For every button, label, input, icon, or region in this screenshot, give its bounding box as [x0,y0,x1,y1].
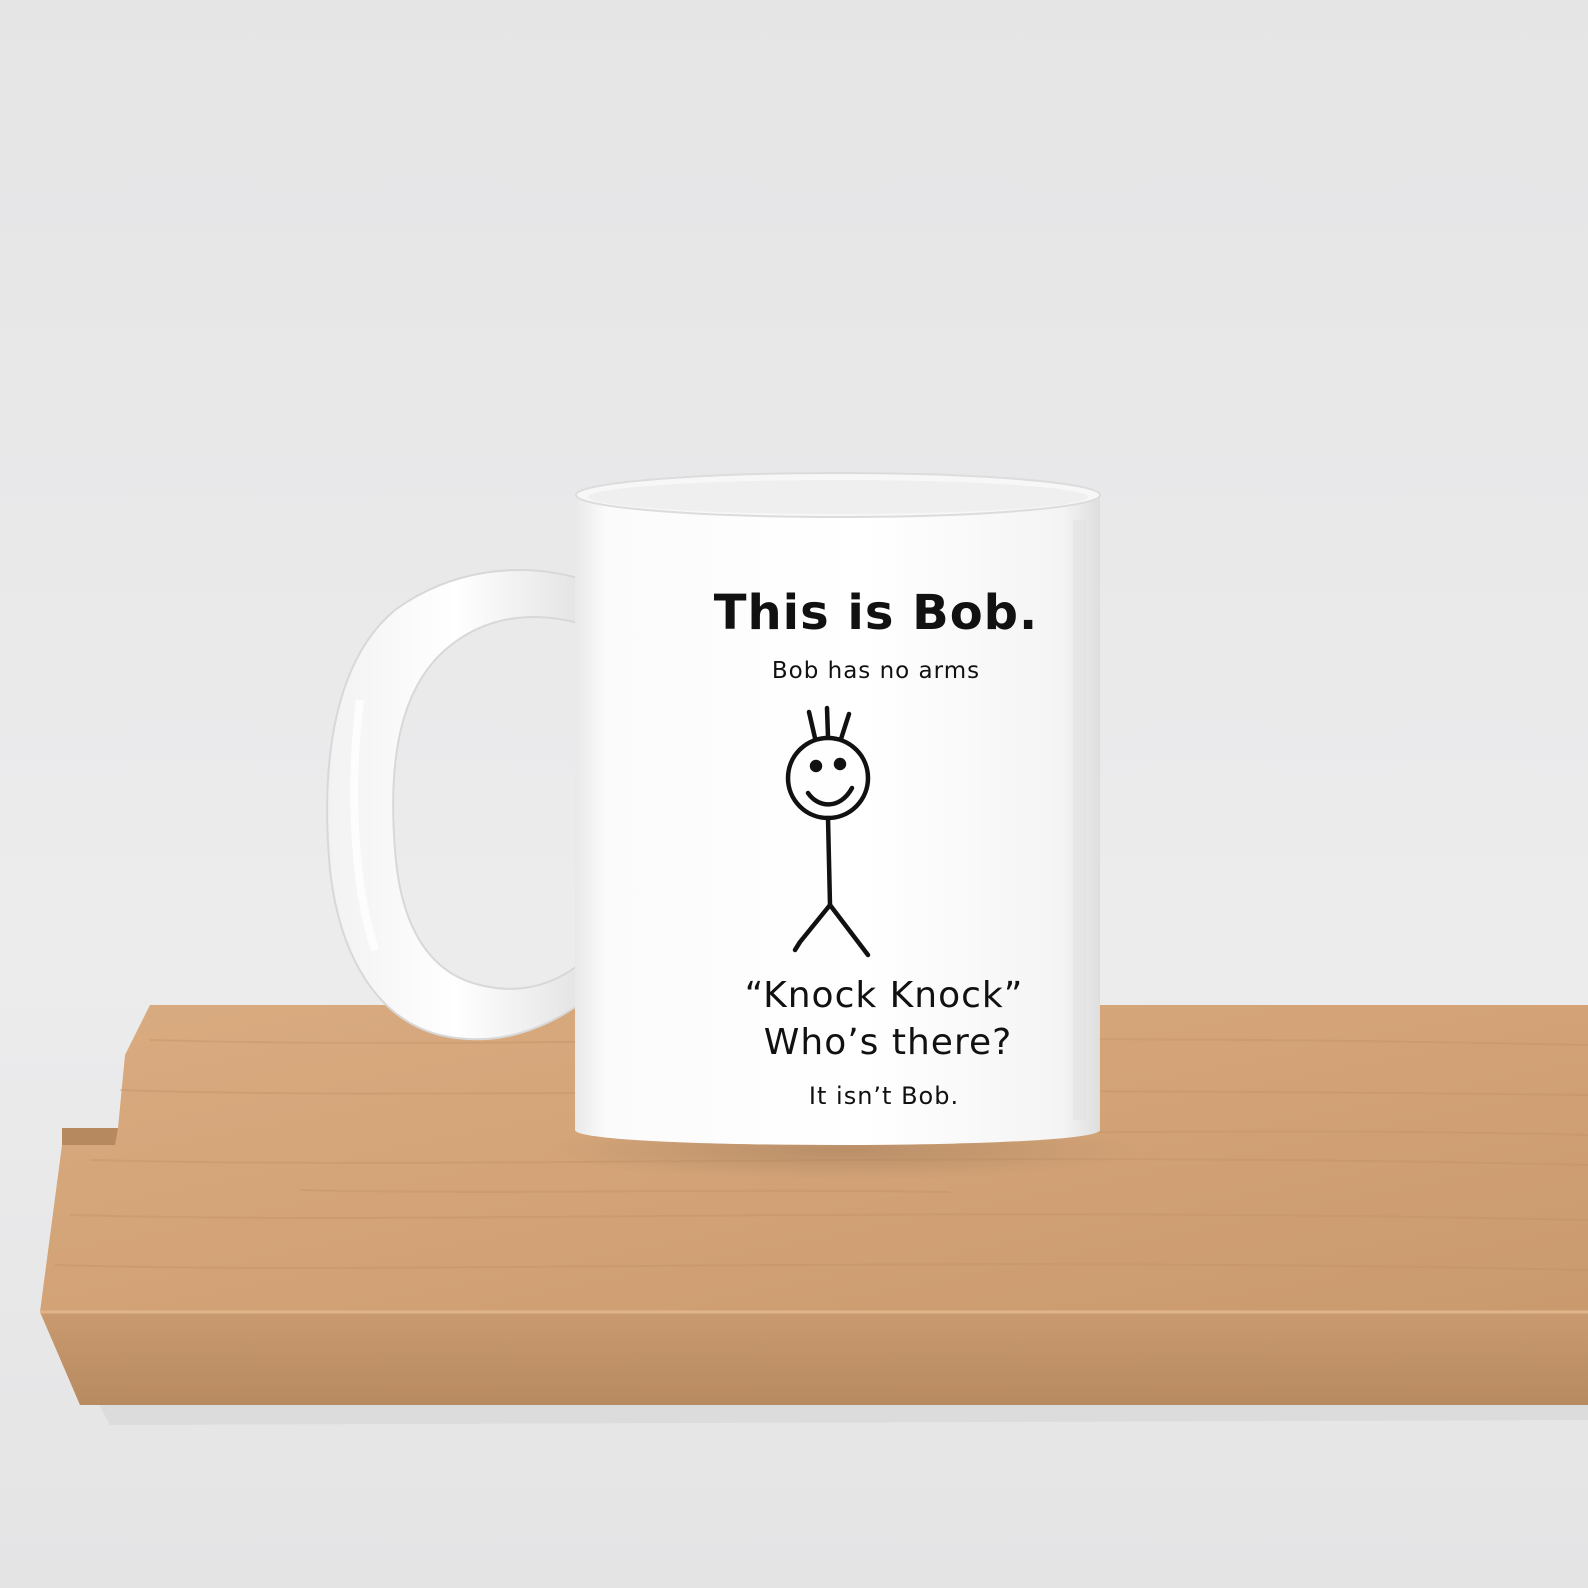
mug-subtitle: Bob has no arms [771,658,981,684]
cutting-board-edge [40,1312,1588,1405]
mug-question-line: Who’s there? [763,1022,1013,1063]
bob-left-eye [812,762,820,770]
mug-knock-line: “Knock Knock” [744,975,1024,1016]
mug-punchline: It isn’t Bob. [808,1082,960,1110]
board-notch [62,1128,118,1145]
mug-title: This is Bob. [713,585,1039,641]
mug-opening [588,480,1088,514]
bob-right-eye [836,760,844,768]
bob-body [828,818,830,905]
